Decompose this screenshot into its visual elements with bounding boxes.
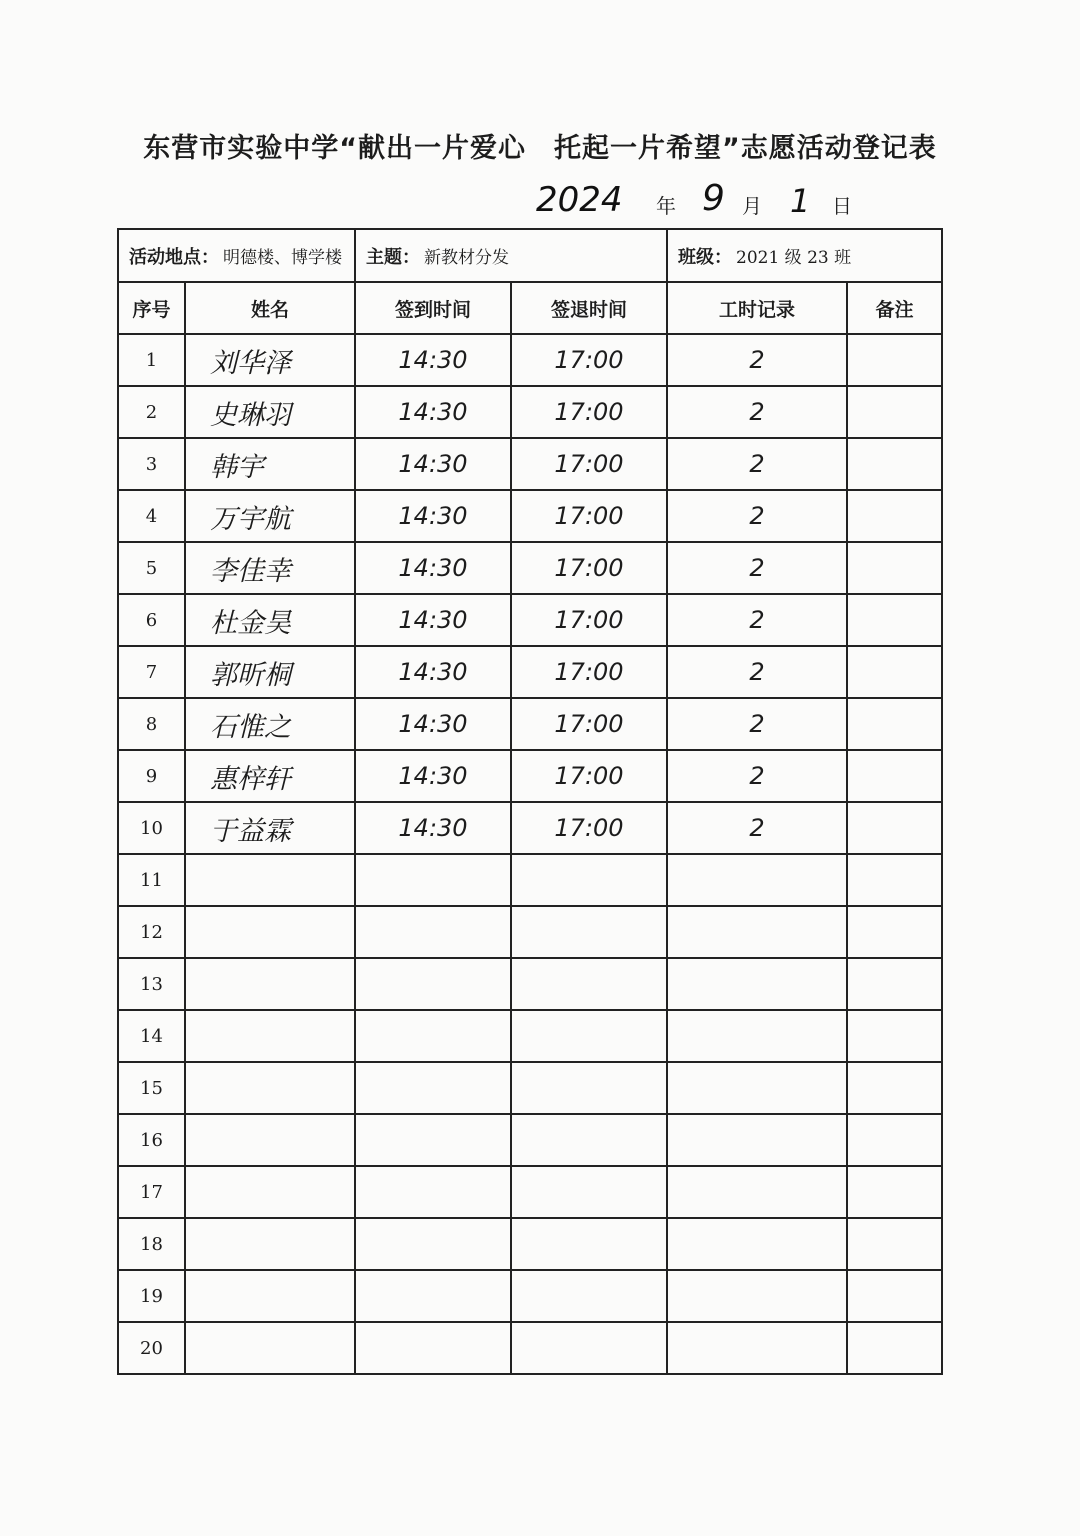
row-checkout: 17:00 — [511, 490, 667, 542]
table-row — [118, 1270, 942, 1322]
row-index: 10 — [118, 802, 185, 854]
row-hours — [667, 1062, 847, 1114]
row-hours — [667, 1166, 847, 1218]
row-name — [185, 1218, 355, 1270]
row-index: 9 — [118, 750, 185, 802]
row-checkout: 17:00 — [511, 334, 667, 386]
row-hours — [667, 1218, 847, 1270]
row-hours: 2 — [667, 438, 847, 490]
theme-cell — [355, 229, 667, 282]
row-checkout — [511, 906, 667, 958]
row-name: 于益霖 — [185, 802, 355, 854]
row-checkin — [355, 1270, 511, 1322]
row-remarks — [847, 646, 942, 698]
row-index: 6 — [118, 594, 185, 646]
row-name: 郭昕桐 — [185, 646, 355, 698]
row-index: 1 — [118, 334, 185, 386]
row-remarks — [847, 802, 942, 854]
row-remarks — [847, 334, 942, 386]
row-checkin — [355, 1166, 511, 1218]
row-index: 18 — [118, 1218, 185, 1270]
header-name: 姓名 — [185, 282, 355, 334]
row-hours — [667, 854, 847, 906]
row-name — [185, 1062, 355, 1114]
row-index: 7 — [118, 646, 185, 698]
row-hours: 2 — [667, 490, 847, 542]
class-value: 2021 级 23 班 — [736, 247, 852, 268]
row-checkin — [355, 1010, 511, 1062]
info-row — [118, 229, 942, 282]
row-checkout: 17:00 — [511, 698, 667, 750]
row-index: 20 — [118, 1322, 185, 1374]
table-row — [118, 334, 942, 386]
row-remarks — [847, 958, 942, 1010]
table-row — [118, 594, 942, 646]
date-month: 9 — [702, 178, 725, 219]
table-row — [118, 542, 942, 594]
row-index: 12 — [118, 906, 185, 958]
header-checkout: 签退时间 — [511, 282, 667, 334]
row-name — [185, 958, 355, 1010]
table-row — [118, 1062, 942, 1114]
table-row — [118, 1322, 942, 1374]
row-checkin: 14:30 — [355, 594, 511, 646]
row-remarks — [847, 1062, 942, 1114]
row-name — [185, 906, 355, 958]
row-name — [185, 1322, 355, 1374]
header-remarks: 备注 — [847, 282, 942, 334]
row-name: 杜金昊 — [185, 594, 355, 646]
header-hours: 工时记录 — [667, 282, 847, 334]
row-checkin — [355, 958, 511, 1010]
row-checkout — [511, 1270, 667, 1322]
table-row — [118, 906, 942, 958]
row-remarks — [847, 438, 942, 490]
row-checkout: 17:00 — [511, 646, 667, 698]
table-row — [118, 698, 942, 750]
header-row — [118, 282, 942, 334]
table-row — [118, 1010, 942, 1062]
row-checkout — [511, 1062, 667, 1114]
row-hours: 2 — [667, 386, 847, 438]
row-checkout: 17:00 — [511, 386, 667, 438]
header-index: 序号 — [118, 282, 185, 334]
table-row — [118, 1114, 942, 1166]
row-checkout — [511, 1114, 667, 1166]
date-month-label: 月 — [742, 194, 762, 218]
row-remarks — [847, 1166, 942, 1218]
row-index: 19 — [118, 1270, 185, 1322]
row-checkout: 17:00 — [511, 542, 667, 594]
row-index: 8 — [118, 698, 185, 750]
date-year-label: 年 — [656, 194, 676, 218]
date-day-label: 日 — [832, 194, 852, 218]
row-checkin — [355, 854, 511, 906]
row-remarks — [847, 1010, 942, 1062]
row-hours — [667, 906, 847, 958]
row-index: 5 — [118, 542, 185, 594]
class-cell — [667, 229, 942, 282]
row-checkout: 17:00 — [511, 438, 667, 490]
row-remarks — [847, 750, 942, 802]
table-row — [118, 802, 942, 854]
row-index: 11 — [118, 854, 185, 906]
row-hours — [667, 1322, 847, 1374]
row-checkout — [511, 1010, 667, 1062]
row-checkout: 17:00 — [511, 802, 667, 854]
row-checkout — [511, 1166, 667, 1218]
row-remarks — [847, 1114, 942, 1166]
theme-label: 主题： — [366, 246, 420, 268]
row-checkout: 17:00 — [511, 750, 667, 802]
row-checkout — [511, 1322, 667, 1374]
row-checkin: 14:30 — [355, 438, 511, 490]
table-row — [118, 1218, 942, 1270]
class-label: 班级： — [678, 246, 732, 268]
table-row — [118, 490, 942, 542]
row-checkin: 14:30 — [355, 334, 511, 386]
row-index: 3 — [118, 438, 185, 490]
table-row — [118, 958, 942, 1010]
location-label: 活动地点： — [129, 246, 219, 268]
table-row — [118, 646, 942, 698]
row-checkin: 14:30 — [355, 802, 511, 854]
row-hours: 2 — [667, 594, 847, 646]
row-index: 2 — [118, 386, 185, 438]
row-checkin — [355, 1218, 511, 1270]
row-remarks — [847, 906, 942, 958]
row-checkin — [355, 1322, 511, 1374]
row-name: 万宇航 — [185, 490, 355, 542]
row-remarks — [847, 542, 942, 594]
row-remarks — [847, 698, 942, 750]
row-checkout — [511, 1218, 667, 1270]
row-name: 韩宇 — [185, 438, 355, 490]
row-index: 17 — [118, 1166, 185, 1218]
date-day: 1 — [790, 182, 811, 220]
row-name: 刘华泽 — [185, 334, 355, 386]
row-name — [185, 1270, 355, 1322]
row-checkin: 14:30 — [355, 542, 511, 594]
theme-value: 新教材分发 — [424, 247, 509, 268]
row-index: 16 — [118, 1114, 185, 1166]
row-remarks — [847, 1270, 942, 1322]
row-checkin: 14:30 — [355, 386, 511, 438]
location-value: 明德楼、博学楼 — [223, 247, 342, 268]
row-checkin — [355, 1062, 511, 1114]
row-checkin — [355, 906, 511, 958]
row-hours — [667, 1114, 847, 1166]
row-name: 李佳幸 — [185, 542, 355, 594]
row-checkin: 14:30 — [355, 698, 511, 750]
location-cell — [118, 229, 355, 282]
row-index: 13 — [118, 958, 185, 1010]
row-name: 史琳羽 — [185, 386, 355, 438]
row-remarks — [847, 1322, 942, 1374]
table-row — [118, 1166, 942, 1218]
row-checkin — [355, 1114, 511, 1166]
row-name — [185, 854, 355, 906]
row-name — [185, 1010, 355, 1062]
registration-table — [117, 228, 943, 1375]
row-hours — [667, 958, 847, 1010]
table-row — [118, 750, 942, 802]
row-hours: 2 — [667, 750, 847, 802]
form-title: 东营市实验中学“献出一片爱心 托起一片希望”志愿活动登记表 — [143, 133, 937, 164]
row-hours: 2 — [667, 698, 847, 750]
row-name: 石惟之 — [185, 698, 355, 750]
date-year: 2024 — [536, 180, 623, 220]
row-name: 惠梓轩 — [185, 750, 355, 802]
row-checkout: 17:00 — [511, 594, 667, 646]
table-row — [118, 386, 942, 438]
row-checkin: 14:30 — [355, 750, 511, 802]
row-hours: 2 — [667, 334, 847, 386]
row-hours: 2 — [667, 646, 847, 698]
table-row — [118, 438, 942, 490]
row-index: 14 — [118, 1010, 185, 1062]
row-remarks — [847, 490, 942, 542]
row-hours — [667, 1270, 847, 1322]
row-remarks — [847, 1218, 942, 1270]
row-hours: 2 — [667, 802, 847, 854]
row-checkout — [511, 854, 667, 906]
row-checkin: 14:30 — [355, 490, 511, 542]
row-remarks — [847, 386, 942, 438]
table-row — [118, 854, 942, 906]
header-checkin: 签到时间 — [355, 282, 511, 334]
row-name — [185, 1166, 355, 1218]
row-index: 15 — [118, 1062, 185, 1114]
row-remarks — [847, 854, 942, 906]
row-name — [185, 1114, 355, 1166]
row-checkin: 14:30 — [355, 646, 511, 698]
row-hours — [667, 1010, 847, 1062]
row-checkout — [511, 958, 667, 1010]
row-index: 4 — [118, 490, 185, 542]
row-remarks — [847, 594, 942, 646]
row-hours: 2 — [667, 542, 847, 594]
